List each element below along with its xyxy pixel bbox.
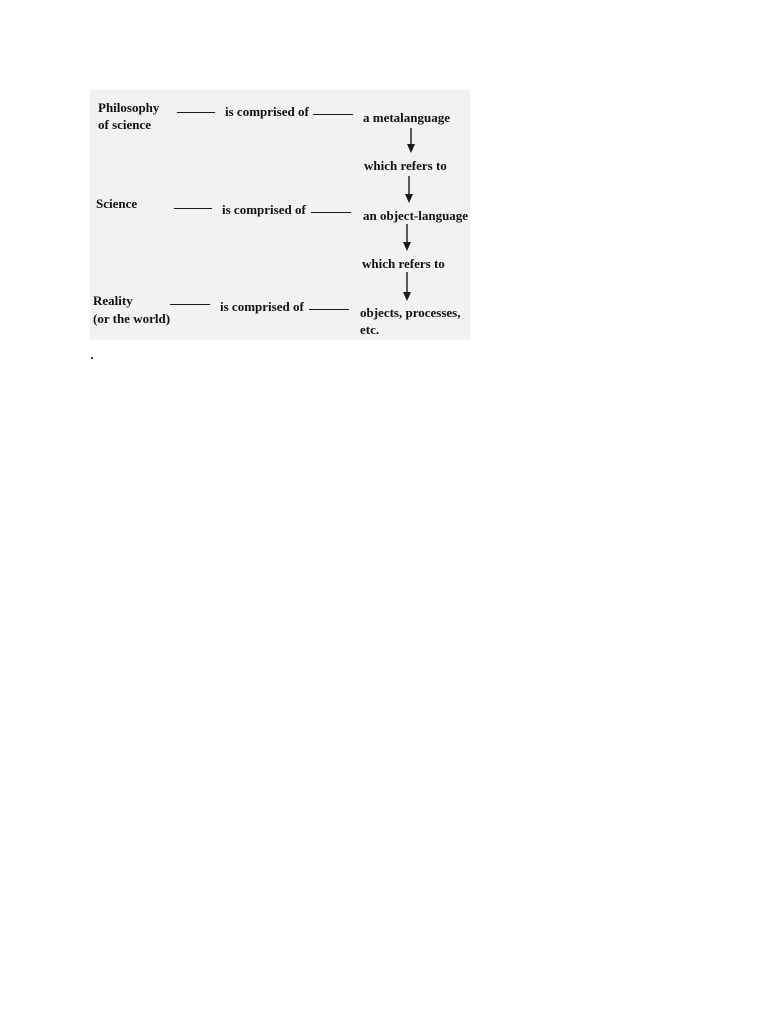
connector-line xyxy=(177,112,215,113)
relation-label: is comprised of xyxy=(225,104,309,119)
subject-philosophy-line2: of science xyxy=(98,117,152,132)
object-metalanguage: a metalanguage xyxy=(363,110,451,125)
subject-reality-line2: (or the world) xyxy=(93,311,171,326)
object-processes-line2: etc. xyxy=(360,322,380,337)
down-arrow-icon xyxy=(405,128,417,154)
object-language: an object-language xyxy=(363,208,469,223)
object-processes-line1: objects, processes, xyxy=(360,305,461,320)
relation-label: is comprised of xyxy=(220,299,304,314)
subject-philosophy-line1: Philosophy xyxy=(98,100,160,115)
connector-line xyxy=(309,309,349,310)
connector-line xyxy=(170,304,210,305)
link-label: which refers to xyxy=(362,256,445,271)
connector-line xyxy=(313,114,353,115)
diagram xyxy=(90,90,470,340)
down-arrow-icon xyxy=(401,224,413,252)
down-arrow-icon xyxy=(401,272,413,302)
connector-line xyxy=(311,212,351,213)
relation-label: is comprised of xyxy=(222,202,306,217)
subject-reality-line1: Reality xyxy=(93,293,133,308)
subject-science: Science xyxy=(96,196,138,211)
connector-line xyxy=(174,208,212,209)
stray-mark xyxy=(91,357,93,359)
down-arrow-icon xyxy=(403,176,415,204)
link-label: which refers to xyxy=(364,158,447,173)
